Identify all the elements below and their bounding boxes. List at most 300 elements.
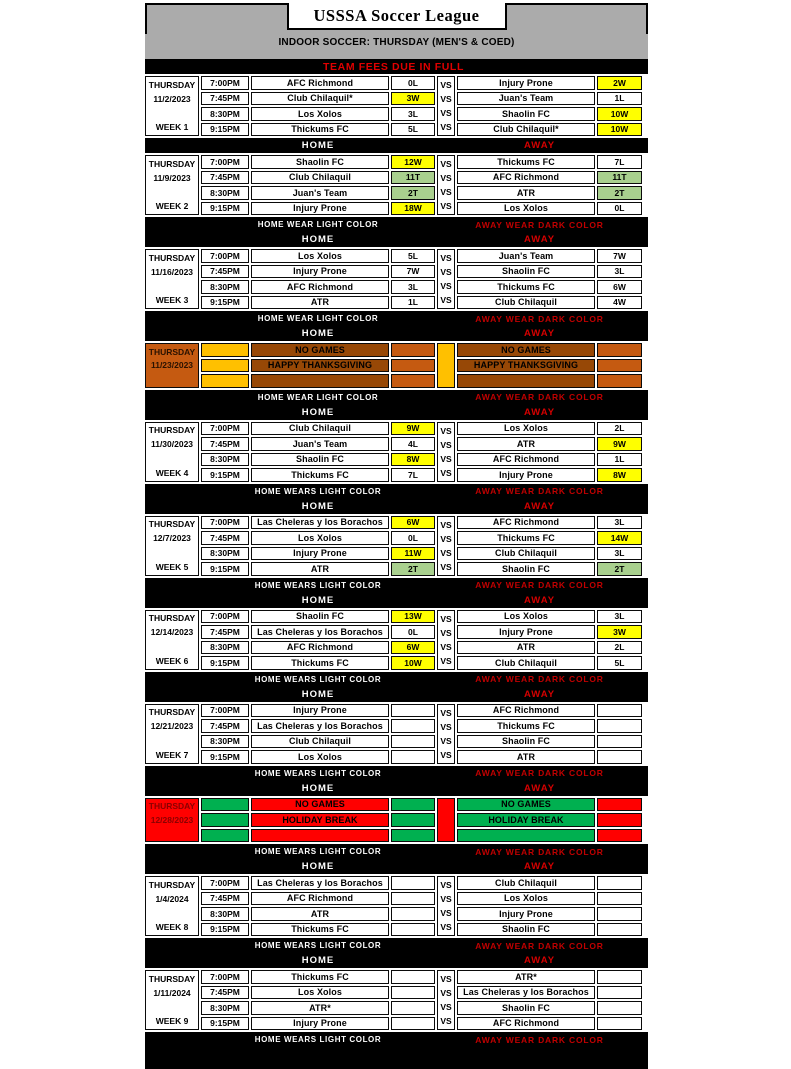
- home-score-cell: 3L: [391, 280, 435, 294]
- home-team-cell: Injury Prone: [251, 704, 389, 718]
- vs-label: VS: [440, 988, 452, 998]
- away-team-cell: Juan's Team: [457, 92, 595, 106]
- home-team-cell: Club Chilaquil: [251, 422, 389, 436]
- time-cell: 8:30PM: [201, 107, 249, 121]
- away-team-cell: Shaolin FC: [457, 923, 595, 937]
- time-cell: 8:30PM: [201, 280, 249, 294]
- home-wear-note: HOME WEARS LIGHT COLOR: [254, 847, 382, 856]
- home-team-cell: ATR: [251, 296, 389, 310]
- week-block: [145, 420, 648, 484]
- away-score-cell: 2T: [597, 562, 642, 576]
- vs-label: VS: [440, 547, 452, 558]
- time-cell: 9:15PM: [201, 123, 249, 137]
- date-cell: [145, 343, 199, 388]
- separator-band: [145, 138, 648, 153]
- vs-label: VS: [440, 453, 452, 464]
- vs-cell: [437, 876, 455, 936]
- away-team-cell: AFC Richmond: [457, 453, 595, 467]
- time-cell: 8:30PM: [201, 1001, 249, 1015]
- week-label: WEEK 5: [155, 561, 189, 572]
- away-team-cell: Thickums FC: [457, 155, 595, 169]
- home-score-cell: [391, 704, 435, 718]
- vs-label: VS: [440, 1002, 452, 1012]
- home-score-cell: 0L: [391, 76, 435, 90]
- vs-cell: [437, 76, 455, 136]
- vs-cell: [437, 249, 455, 309]
- date-label: 12/28/2023: [150, 814, 194, 825]
- spacer: [146, 452, 198, 466]
- away-score-cell: 7W: [597, 249, 642, 263]
- away-score-cell: [597, 1017, 642, 1031]
- vs-cell: [437, 704, 455, 764]
- home-team-cell: Club Chilaquil*: [251, 92, 389, 106]
- home-notice-cell: HAPPY THANKSGIVING: [251, 359, 389, 373]
- home-score-cell: 2T: [391, 562, 435, 576]
- date-cell: [145, 249, 199, 309]
- away-team-cell: Los Xolos: [457, 202, 595, 216]
- vs-label: VS: [440, 880, 452, 890]
- away-score-cell: [597, 923, 642, 937]
- time-cell: 9:15PM: [201, 1017, 249, 1031]
- home-wear-note: HOME WEAR LIGHT COLOR: [257, 392, 379, 402]
- away-score-cell: [597, 829, 642, 843]
- time-cell: [201, 359, 249, 373]
- vs-label: VS: [440, 253, 452, 263]
- time-cell: 7:00PM: [201, 76, 249, 90]
- away-score-cell: [597, 970, 642, 984]
- home-score-cell: 13W: [391, 610, 435, 624]
- home-score-cell: 7W: [391, 265, 435, 279]
- time-cell: 7:00PM: [201, 610, 249, 624]
- vs-label: VS: [440, 108, 452, 118]
- home-wear-note: HOME WEARS LIGHT COLOR: [254, 768, 382, 778]
- separator-band: [145, 1032, 648, 1069]
- away-column-label: AWAY: [523, 955, 556, 966]
- away-team-cell: AFC Richmond: [457, 171, 595, 185]
- away-score-cell: [597, 750, 642, 764]
- date-label: 1/11/2024: [153, 987, 191, 998]
- date-cell: [145, 610, 199, 670]
- vs-cell: [437, 516, 455, 576]
- time-cell: 7:45PM: [201, 531, 249, 545]
- date-label: 12/21/2023: [150, 721, 194, 732]
- time-cell: 8:30PM: [201, 186, 249, 200]
- sheet-header: [145, 3, 648, 59]
- home-team-cell: Thickums FC: [251, 123, 389, 137]
- away-score-cell: [597, 876, 642, 890]
- home-team-cell: AFC Richmond: [251, 280, 389, 294]
- away-notice-cell: HOLIDAY BREAK: [457, 813, 595, 827]
- home-notice-cell: [251, 829, 389, 843]
- home-team-cell: Los Xolos: [251, 986, 389, 1000]
- separator-band: [145, 844, 648, 874]
- away-team-cell: Thickums FC: [457, 531, 595, 545]
- away-team-cell: AFC Richmond: [457, 704, 595, 718]
- home-column-label: HOME: [301, 782, 335, 794]
- away-column-label: AWAY: [523, 500, 556, 512]
- time-cell: 7:00PM: [201, 422, 249, 436]
- away-team-cell: Juan's Team: [457, 249, 595, 263]
- home-score-cell: 6W: [391, 516, 435, 530]
- week-block: [145, 968, 648, 1032]
- away-team-cell: AFC Richmond: [457, 1017, 595, 1031]
- time-cell: [201, 813, 249, 827]
- away-notice-cell: [457, 829, 595, 843]
- away-score-cell: 11T: [597, 171, 642, 185]
- home-wear-note: HOME WEAR LIGHT COLOR: [257, 314, 379, 323]
- away-score-cell: 1L: [597, 92, 642, 106]
- home-score-cell: [391, 1017, 435, 1031]
- home-column-label: HOME: [301, 861, 335, 872]
- away-score-cell: 10W: [597, 107, 642, 121]
- separator-band: [145, 390, 648, 420]
- day-label: THURSDAY: [148, 79, 196, 90]
- vs-label: VS: [440, 519, 452, 530]
- home-score-cell: 7L: [391, 468, 435, 482]
- vs-label: VS: [440, 80, 452, 90]
- time-cell: 7:00PM: [201, 704, 249, 718]
- away-notice-cell: NO GAMES: [457, 343, 595, 357]
- home-column-label: HOME: [301, 406, 335, 418]
- home-score-cell: 3L: [391, 107, 435, 121]
- separator-band: [145, 672, 648, 702]
- home-score-cell: [391, 343, 435, 357]
- away-notice-cell: NO GAMES: [457, 798, 595, 812]
- vs-cell: [437, 343, 455, 388]
- date-label: 11/2/2023: [153, 93, 191, 104]
- time-cell: 7:45PM: [201, 892, 249, 906]
- time-cell: [201, 343, 249, 357]
- vs-label: VS: [440, 707, 452, 718]
- vs-label: VS: [440, 908, 452, 918]
- home-wear-note: HOME WEARS LIGHT COLOR: [254, 580, 382, 590]
- league-title-box: [287, 3, 507, 30]
- home-column-label: HOME: [301, 594, 335, 606]
- home-team-cell: Juan's Team: [251, 186, 389, 200]
- spacer: [146, 372, 198, 386]
- home-team-cell: ATR: [251, 562, 389, 576]
- week-block: [145, 514, 648, 578]
- home-team-cell: ATR*: [251, 1001, 389, 1015]
- vs-label: VS: [440, 281, 452, 291]
- home-team-cell: Los Xolos: [251, 249, 389, 263]
- away-team-cell: Club Chilaquil: [457, 547, 595, 561]
- away-score-cell: 3L: [597, 547, 642, 561]
- spacer: [146, 185, 198, 199]
- away-team-cell: Thickums FC: [457, 280, 595, 294]
- home-team-cell: Thickums FC: [251, 970, 389, 984]
- date-cell: [145, 516, 199, 576]
- vs-label: VS: [440, 439, 452, 450]
- day-label: THURSDAY: [148, 613, 196, 624]
- day-label: THURSDAY: [148, 158, 196, 169]
- time-cell: 7:45PM: [201, 265, 249, 279]
- home-team-cell: Juan's Team: [251, 437, 389, 451]
- fees-band: [145, 59, 648, 74]
- away-team-cell: Los Xolos: [457, 892, 595, 906]
- vs-label: VS: [440, 295, 452, 305]
- away-score-cell: [597, 719, 642, 733]
- day-label: THURSDAY: [148, 425, 196, 436]
- home-score-cell: 12W: [391, 155, 435, 169]
- away-team-cell: Shaolin FC: [457, 562, 595, 576]
- away-wear-note: AWAY WEAR DARK COLOR: [475, 768, 604, 778]
- separator-band: [145, 578, 648, 608]
- home-score-cell: 0L: [391, 531, 435, 545]
- home-notice-cell: NO GAMES: [251, 798, 389, 812]
- date-label: 12/14/2023: [150, 627, 194, 638]
- away-score-cell: 7L: [597, 155, 642, 169]
- home-team-cell: Shaolin FC: [251, 155, 389, 169]
- home-score-cell: 2T: [391, 186, 435, 200]
- time-cell: 8:30PM: [201, 641, 249, 655]
- time-cell: 7:45PM: [201, 719, 249, 733]
- away-wear-note: AWAY WEAR DARK COLOR: [475, 313, 604, 324]
- away-team-cell: Shaolin FC: [457, 107, 595, 121]
- vs-label: VS: [440, 159, 452, 169]
- home-score-cell: [391, 374, 435, 388]
- date-label: 11/30/2023: [150, 439, 194, 450]
- time-cell: 7:45PM: [201, 92, 249, 106]
- away-wear-note: AWAY WEAR DARK COLOR: [475, 392, 604, 402]
- time-cell: 8:30PM: [201, 735, 249, 749]
- day-label: THURSDAY: [148, 707, 196, 718]
- away-score-cell: 3W: [597, 625, 642, 639]
- away-score-cell: 10W: [597, 123, 642, 137]
- away-score-cell: [597, 798, 642, 812]
- home-column-label: HOME: [301, 328, 335, 339]
- away-notice-cell: [457, 374, 595, 388]
- away-wear-note: AWAY WEAR DARK COLOR: [475, 940, 604, 951]
- time-cell: 8:30PM: [201, 907, 249, 921]
- away-column-label: AWAY: [523, 328, 556, 339]
- away-team-cell: ATR: [457, 437, 595, 451]
- time-cell: 9:15PM: [201, 562, 249, 576]
- time-cell: 7:00PM: [201, 249, 249, 263]
- away-column-label: AWAY: [523, 861, 556, 872]
- away-team-cell: Club Chilaquil*: [457, 123, 595, 137]
- week-label: WEEK 8: [155, 922, 189, 933]
- home-notice-cell: [251, 374, 389, 388]
- home-score-cell: [391, 719, 435, 733]
- home-score-cell: 5L: [391, 123, 435, 137]
- home-score-cell: [391, 735, 435, 749]
- time-cell: [201, 798, 249, 812]
- spacer: [146, 640, 198, 654]
- home-score-cell: 18W: [391, 202, 435, 216]
- week-block: [145, 74, 648, 138]
- away-score-cell: 3L: [597, 265, 642, 279]
- away-team-cell: ATR*: [457, 970, 595, 984]
- away-score-cell: 2T: [597, 186, 642, 200]
- week-block: [145, 874, 648, 938]
- home-team-cell: Club Chilaquil: [251, 171, 389, 185]
- time-cell: 7:45PM: [201, 986, 249, 1000]
- time-cell: 7:00PM: [201, 876, 249, 890]
- home-score-cell: [391, 907, 435, 921]
- home-team-cell: Los Xolos: [251, 531, 389, 545]
- home-wear-note: HOME WEAR LIGHT COLOR: [257, 220, 379, 229]
- home-team-cell: Los Xolos: [251, 107, 389, 121]
- spacer: [146, 546, 198, 560]
- separator-band: [145, 938, 648, 968]
- away-score-cell: 3L: [597, 610, 642, 624]
- away-score-cell: 6W: [597, 280, 642, 294]
- home-team-cell: Las Cheleras y los Borachos: [251, 625, 389, 639]
- week-label: WEEK 6: [155, 655, 189, 666]
- time-cell: 7:00PM: [201, 516, 249, 530]
- week-block: [145, 153, 648, 217]
- vs-label: VS: [440, 425, 452, 436]
- date-label: 12/7/2023: [153, 533, 191, 544]
- week-block: [145, 702, 648, 766]
- away-team-cell: Club Chilaquil: [457, 876, 595, 890]
- date-cell: [145, 970, 199, 1030]
- time-cell: 8:30PM: [201, 547, 249, 561]
- vs-cell: [437, 610, 455, 670]
- vs-label: VS: [440, 561, 452, 572]
- time-cell: 7:45PM: [201, 625, 249, 639]
- home-column-label: HOME: [301, 955, 335, 966]
- away-team-cell: Thickums FC: [457, 719, 595, 733]
- week-label: WEEK 4: [155, 467, 189, 478]
- away-wear-note: AWAY WEAR DARK COLOR: [475, 580, 604, 590]
- home-score-cell: [391, 876, 435, 890]
- date-cell: [145, 155, 199, 215]
- away-team-cell: Injury Prone: [457, 468, 595, 482]
- date-label: 1/4/2024: [155, 893, 189, 904]
- home-team-cell: AFC Richmond: [251, 76, 389, 90]
- home-score-cell: [391, 829, 435, 843]
- vs-label: VS: [440, 655, 452, 666]
- date-cell: [145, 704, 199, 764]
- vs-cell: [437, 798, 455, 843]
- time-cell: [201, 374, 249, 388]
- home-team-cell: Injury Prone: [251, 1017, 389, 1031]
- home-score-cell: [391, 813, 435, 827]
- away-team-cell: Los Xolos: [457, 610, 595, 624]
- holiday-break-block: [145, 796, 648, 845]
- vs-label: VS: [440, 173, 452, 183]
- away-team-cell: Shaolin FC: [457, 735, 595, 749]
- away-team-cell: ATR: [457, 186, 595, 200]
- home-team-cell: AFC Richmond: [251, 892, 389, 906]
- home-column-label: HOME: [301, 234, 335, 245]
- date-cell: [145, 876, 199, 936]
- vs-label: VS: [440, 974, 452, 984]
- home-score-cell: 5L: [391, 249, 435, 263]
- vs-label: VS: [440, 735, 452, 746]
- week-label: WEEK 7: [155, 749, 189, 760]
- away-score-cell: 2L: [597, 641, 642, 655]
- home-team-cell: Las Cheleras y los Borachos: [251, 719, 389, 733]
- away-team-cell: Injury Prone: [457, 76, 595, 90]
- away-column-label: AWAY: [523, 594, 556, 606]
- home-score-cell: [391, 1001, 435, 1015]
- time-cell: 7:45PM: [201, 437, 249, 451]
- away-column-label: AWAY: [523, 234, 556, 245]
- vs-label: VS: [440, 613, 452, 624]
- vs-label: VS: [440, 187, 452, 197]
- date-label: 11/23/2023: [150, 360, 194, 371]
- time-cell: 9:15PM: [201, 296, 249, 310]
- home-score-cell: [391, 798, 435, 812]
- spacer: [146, 827, 198, 841]
- week-label: WEEK 2: [155, 201, 189, 212]
- away-score-cell: 14W: [597, 531, 642, 545]
- home-score-cell: [391, 986, 435, 1000]
- date-label: 11/9/2023: [153, 172, 191, 183]
- away-score-cell: [597, 986, 642, 1000]
- vs-label: VS: [440, 94, 452, 104]
- home-team-cell: Shaolin FC: [251, 610, 389, 624]
- home-column-label: HOME: [301, 140, 335, 151]
- home-wear-note: HOME WEARS LIGHT COLOR: [254, 486, 382, 496]
- home-wear-note: HOME WEARS LIGHT COLOR: [254, 674, 382, 684]
- separator-band: [145, 311, 648, 341]
- home-score-cell: 1L: [391, 296, 435, 310]
- vs-label: VS: [440, 201, 452, 211]
- away-column-label: AWAY: [523, 140, 556, 151]
- away-team-cell: Club Chilaquil: [457, 296, 595, 310]
- home-score-cell: 9W: [391, 422, 435, 436]
- date-cell: [145, 422, 199, 482]
- home-team-cell: Injury Prone: [251, 202, 389, 216]
- week-block: [145, 247, 648, 311]
- home-score-cell: 10W: [391, 656, 435, 670]
- home-score-cell: 0L: [391, 625, 435, 639]
- home-score-cell: 8W: [391, 453, 435, 467]
- away-team-cell: Shaolin FC: [457, 1001, 595, 1015]
- away-team-cell: ATR: [457, 750, 595, 764]
- away-wear-note: AWAY WEAR DARK COLOR: [475, 674, 604, 684]
- home-team-cell: Las Cheleras y los Borachos: [251, 516, 389, 530]
- away-wear-note: AWAY WEAR DARK COLOR: [475, 846, 604, 857]
- separator-band: [145, 766, 648, 796]
- week-block: [145, 608, 648, 672]
- home-score-cell: 4L: [391, 437, 435, 451]
- schedule-sheet: [145, 0, 648, 1069]
- home-score-cell: 11T: [391, 171, 435, 185]
- time-cell: [201, 829, 249, 843]
- away-score-cell: [597, 374, 642, 388]
- home-notice-cell: HOLIDAY BREAK: [251, 813, 389, 827]
- vs-cell: [437, 970, 455, 1030]
- time-cell: 7:00PM: [201, 155, 249, 169]
- week-label: WEEK 3: [155, 295, 189, 306]
- away-team-cell: Injury Prone: [457, 907, 595, 921]
- vs-cell: [437, 422, 455, 482]
- away-team-cell: ATR: [457, 641, 595, 655]
- away-score-cell: [597, 343, 642, 357]
- vs-label: VS: [440, 1016, 452, 1026]
- away-team-cell: Las Cheleras y los Borachos: [457, 986, 595, 1000]
- away-score-cell: [597, 892, 642, 906]
- away-notice-cell: HAPPY THANKSGIVING: [457, 359, 595, 373]
- away-score-cell: 4W: [597, 296, 642, 310]
- date-cell: [145, 76, 199, 136]
- day-label: THURSDAY: [148, 879, 196, 890]
- away-score-cell: 0L: [597, 202, 642, 216]
- home-team-cell: Thickums FC: [251, 468, 389, 482]
- away-column-label: AWAY: [523, 782, 556, 794]
- vs-label: VS: [440, 467, 452, 478]
- away-score-cell: 2L: [597, 422, 642, 436]
- away-wear-note: AWAY WEAR DARK COLOR: [475, 219, 604, 230]
- vs-label: VS: [440, 627, 452, 638]
- home-score-cell: 11W: [391, 547, 435, 561]
- home-column-label: HOME: [301, 688, 335, 700]
